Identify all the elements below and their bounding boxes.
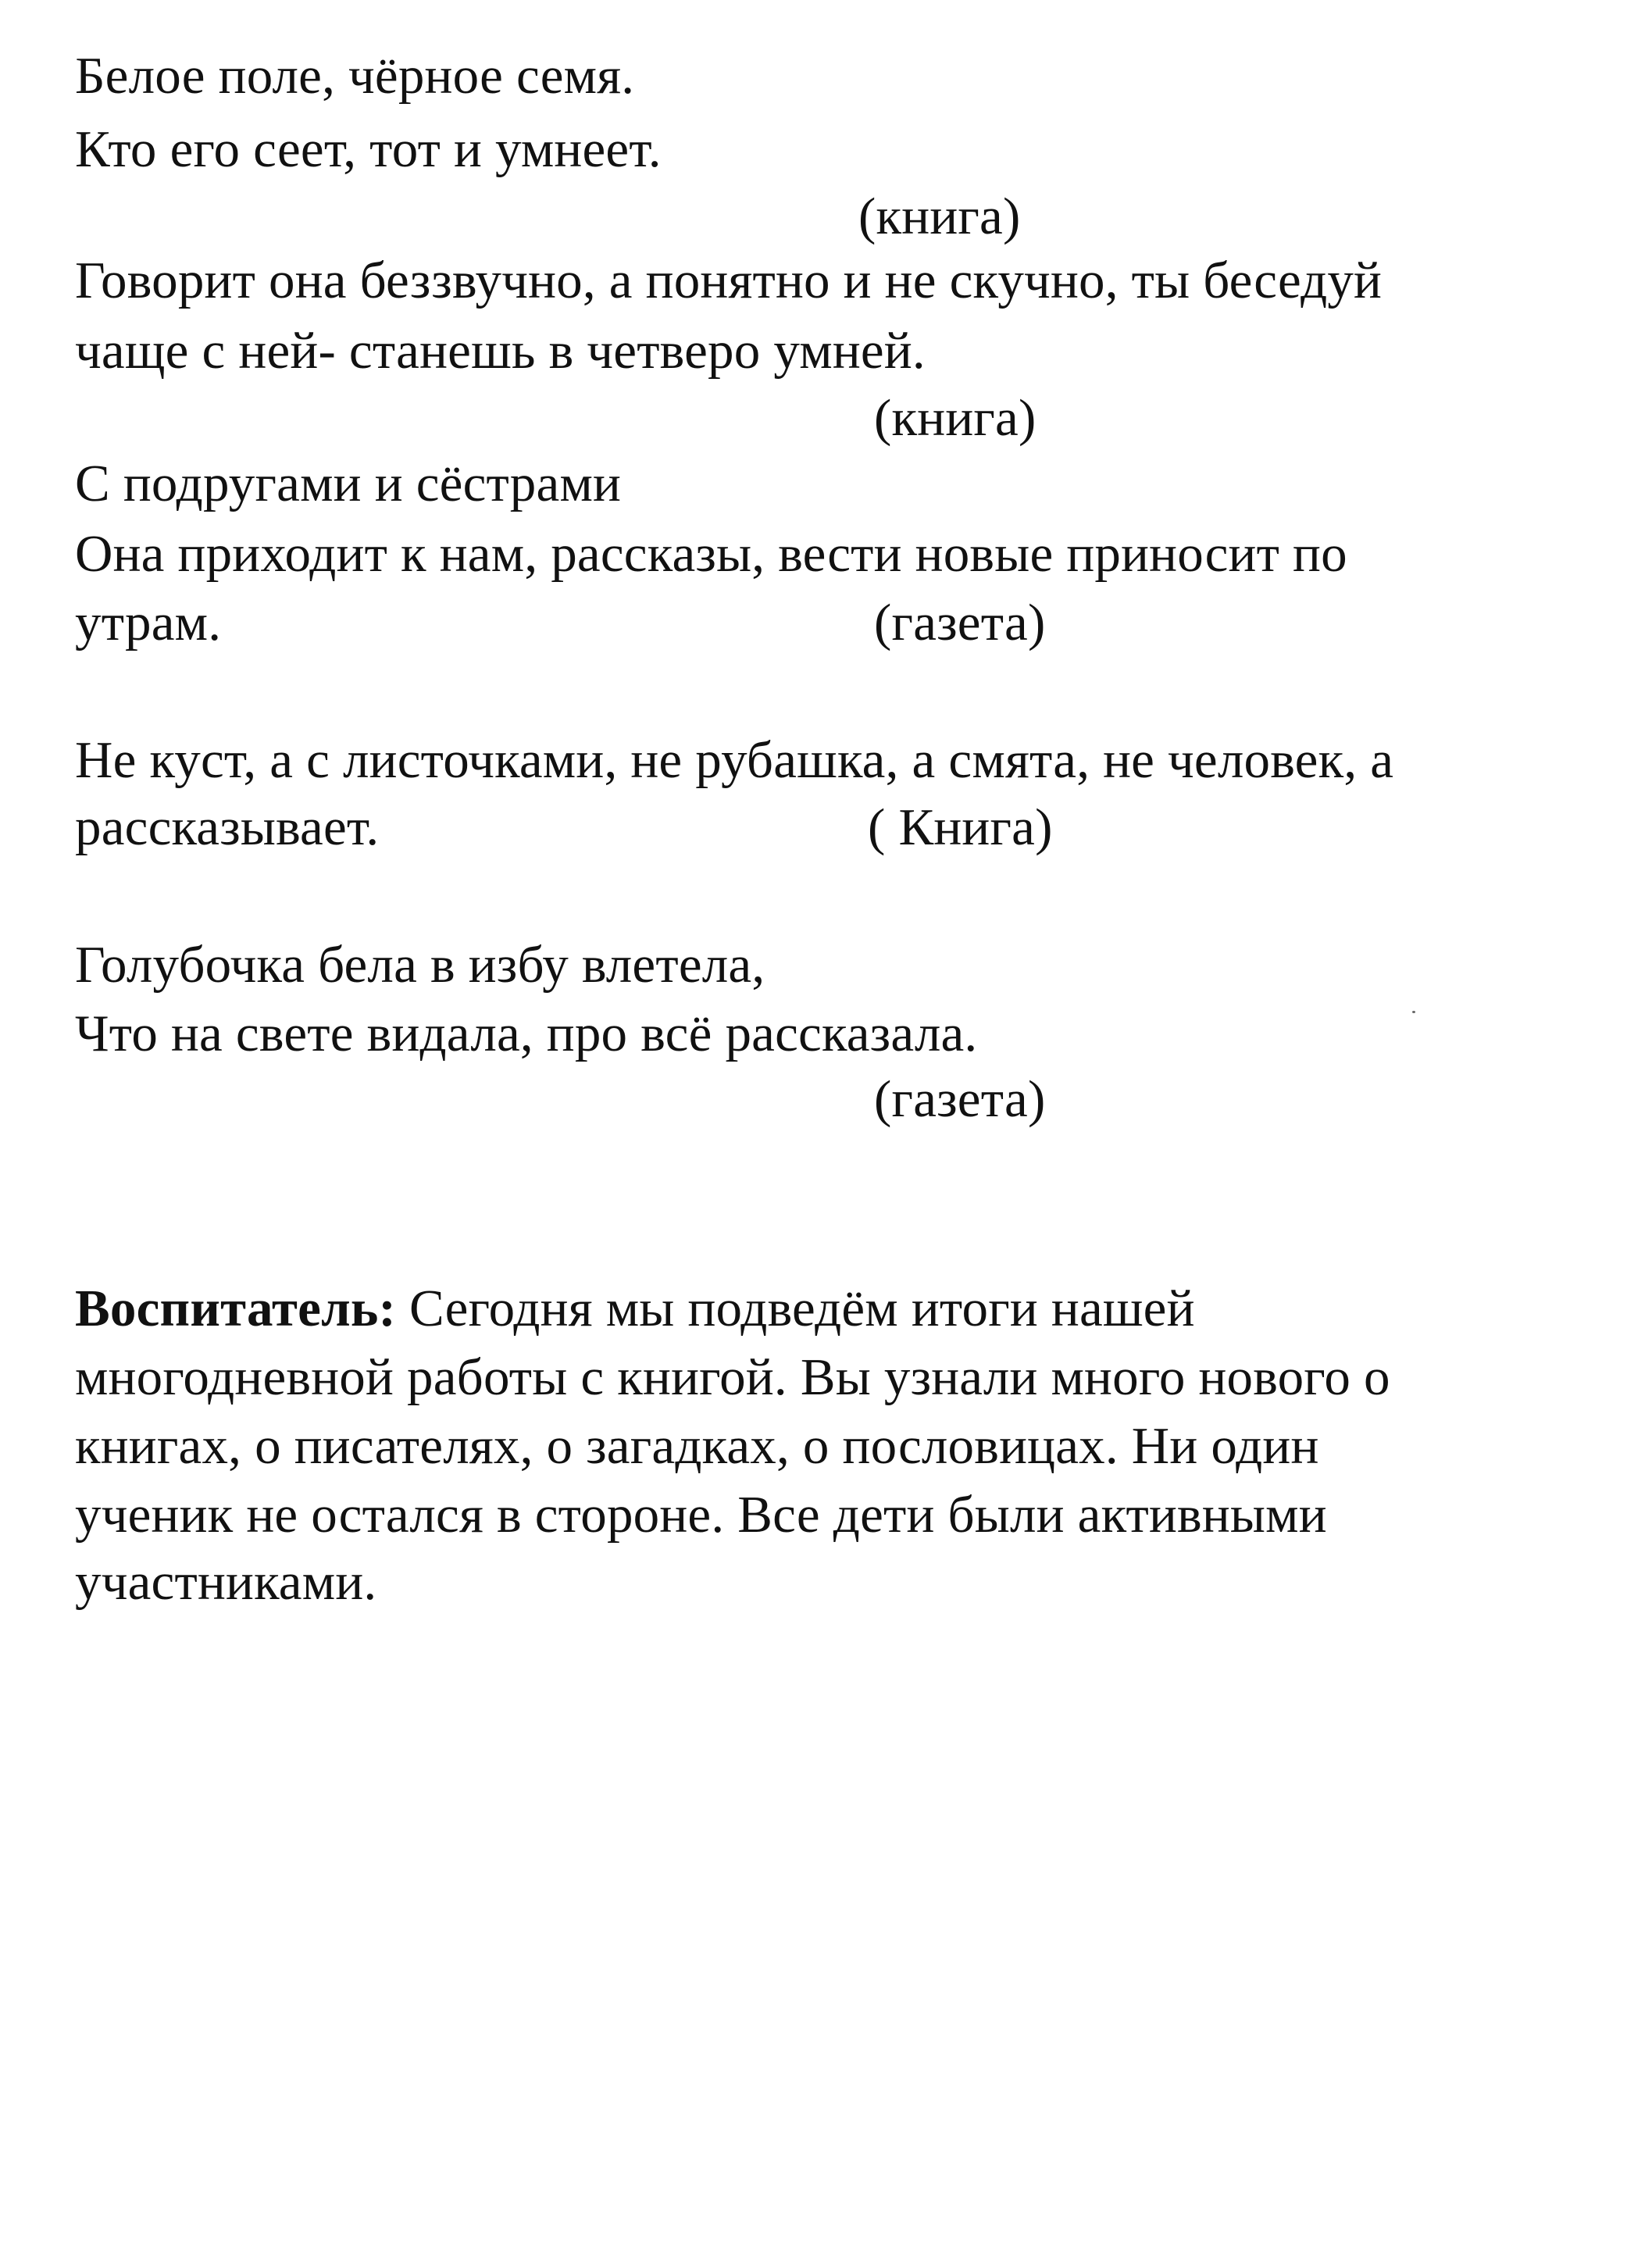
riddle-2-line-1: Говорит она беззвучно, а понятно и не скучно, ты беседуй [75, 252, 1383, 309]
riddle-4-line-2: рассказывает. [75, 798, 380, 856]
riddle-2-line-2: чаще с ней- станешь в четверо умней. [75, 322, 926, 380]
riddle-4-answer: ( Книга) [868, 798, 1053, 856]
riddle-3-line-3: утрам. [75, 594, 222, 651]
riddle-1-line-2: Кто его сеет, тот и умнеет. [75, 120, 662, 178]
riddle-1-line-1: Белое поле, чёрное семя. [75, 47, 635, 105]
riddle-4-line-1: Не куст, а с листочками, не рубашка, а смята, не человек, а [75, 731, 1394, 789]
closing-line-1-text: Сегодня мы подведём итоги нашей [409, 1280, 1195, 1337]
closing-line-4: ученик не остался в стороне. Все дети были активными [75, 1486, 1327, 1544]
riddle-3-line-2: Она приходит к нам, рассказы, вести новые приносит по [75, 525, 1347, 583]
speaker-label: Воспитатель: [75, 1280, 397, 1337]
riddle-3-answer: (газета) [874, 594, 1046, 651]
riddle-5-answer: (газета) [874, 1070, 1046, 1128]
riddle-1-answer: (книга) [858, 187, 1021, 245]
riddle-2-answer: (книга) [874, 389, 1037, 447]
closing-line-2: многодневной работы с книгой. Вы узнали много нового о [75, 1348, 1390, 1406]
closing-line-1 [75, 1280, 1195, 1337]
closing-line-5: участниками. [75, 1553, 377, 1611]
riddle-5-line-1: Голубочка бела в избу влетела, [75, 936, 765, 994]
closing-line-3: книгах, о писателях, о загадках, о пословицах. Ни один [75, 1417, 1319, 1475]
riddle-5-line-2: Что на свете видала, про всё рассказала. [75, 1005, 978, 1062]
scan-speck [1412, 1011, 1415, 1013]
riddle-3-line-1: С подругами и сёстрами [75, 455, 622, 512]
